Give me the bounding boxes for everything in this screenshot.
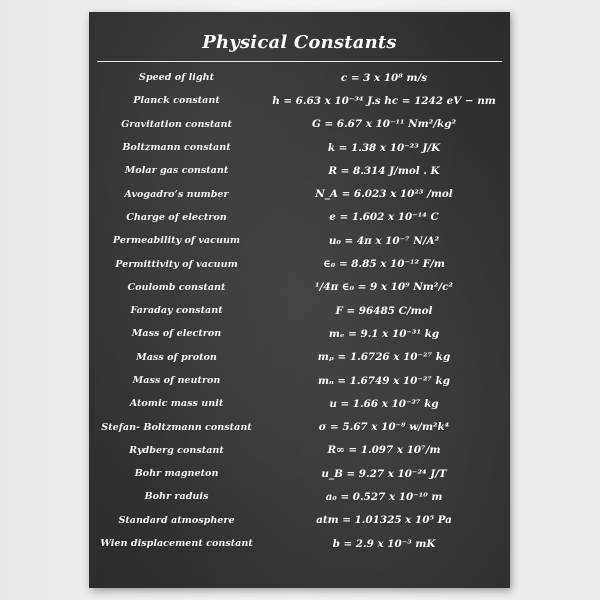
constant-name: Rydberg constant [129, 444, 224, 456]
constant-name: Permeability of vacuum [112, 235, 241, 247]
constant-name: Bohr magneton [134, 468, 219, 480]
constant-value: b = 2.9 x 10⁻³ mK [332, 537, 436, 550]
constant-row [89, 89, 510, 112]
poster [89, 12, 510, 588]
constant-name: Mass of proton [136, 351, 217, 363]
constant-row [89, 346, 510, 369]
constant-row [89, 509, 510, 532]
constant-row [89, 182, 510, 205]
constant-value: k = 1.38 x 10⁻²³ J/K [327, 141, 441, 154]
constant-name: Mass of neutron [132, 375, 221, 386]
poster-title: Physical Constants [202, 32, 397, 53]
constant-value: mₑ = 9.1 x 10⁻³¹ kg [328, 327, 440, 340]
constant-row [89, 113, 510, 136]
constant-row [89, 136, 510, 159]
constant-name: Faraday constant [130, 305, 223, 317]
constant-value: R = 8.314 J/mol . K [328, 164, 440, 177]
constant-value: ∈₀ = 8.85 x 10⁻¹² F/m [323, 258, 445, 271]
constant-row [89, 415, 510, 438]
constant-name: Mass of electron [131, 328, 222, 340]
constant-value: F = 96485 C/mol [335, 304, 433, 317]
constant-row [89, 485, 510, 508]
constant-row [89, 462, 510, 485]
constant-value: u₀ = 4π x 10⁻⁷ N/A² [328, 234, 440, 247]
constant-row [89, 276, 510, 299]
constant-name: Avogadro’s number [124, 188, 229, 200]
constant-value: mₚ = 1.6726 x 10⁻²⁷ kg [317, 351, 451, 364]
constant-name: Coulomb constant [127, 281, 226, 293]
constant-name: Planck constant [133, 95, 220, 107]
constant-value: h = 6.63 x 10⁻³⁴ J.s hc = 1242 eV − nm [272, 94, 496, 107]
constant-value: u = 1.66 x 10⁻²⁷ kg [329, 397, 439, 410]
constant-value: u_B = 9.27 x 10⁻²⁴ J/T [321, 467, 447, 480]
title-divider [97, 61, 502, 62]
constant-value: c = 3 x 10⁸ m/s [340, 71, 428, 84]
constant-value: a₀ = 0.527 x 10⁻¹⁰ m [325, 490, 443, 503]
constant-value: R∞ = 1.097 x 10⁷/m [327, 444, 441, 457]
constant-name: Standard atmosphere [118, 514, 235, 526]
constant-row [89, 439, 510, 462]
constant-row [89, 322, 510, 345]
constant-name: Permittivity of vacuum [115, 258, 238, 270]
constant-name: Bohr raduis [144, 491, 209, 503]
constant-name: Gravitation constant [121, 118, 232, 130]
constant-name: Speed of light [138, 72, 215, 84]
constant-value: e = 1.602 x 10⁻¹⁴ C [329, 211, 439, 224]
constant-name: Wien displacement constant [100, 538, 253, 550]
constant-name: Charge of electron [126, 211, 227, 223]
constant-row [89, 159, 510, 182]
constant-row [89, 66, 510, 89]
constant-name: Atomic mass unit [129, 398, 224, 410]
constant-value: G = 6.67 x 10⁻¹¹ Nm²/kg² [311, 118, 457, 131]
constant-row [89, 206, 510, 229]
constant-value: σ = 5.67 x 10⁻⁸ w/m²k⁴ [318, 421, 450, 434]
constant-row [89, 369, 510, 392]
constant-value: atm = 1.01325 x 10⁵ Pa [316, 514, 452, 527]
constant-name: Stefan- Boltzmann constant [101, 421, 252, 433]
constant-name: Molar gas constant [124, 165, 229, 177]
constant-row [89, 252, 510, 275]
constant-row [89, 392, 510, 415]
constant-name: Boltzmann constant [122, 142, 231, 154]
constant-value: mₙ = 1.6749 x 10⁻²⁷ kg [317, 374, 451, 387]
constant-row [89, 229, 510, 252]
constant-row [89, 299, 510, 322]
constants-table [89, 66, 510, 555]
constant-value: ¹/4π ∈₀ = 9 x 10⁹ Nm²/c² [315, 281, 453, 294]
constant-row [89, 532, 510, 555]
constant-value: N_A = 6.023 x 10²³ /mol [315, 188, 453, 201]
